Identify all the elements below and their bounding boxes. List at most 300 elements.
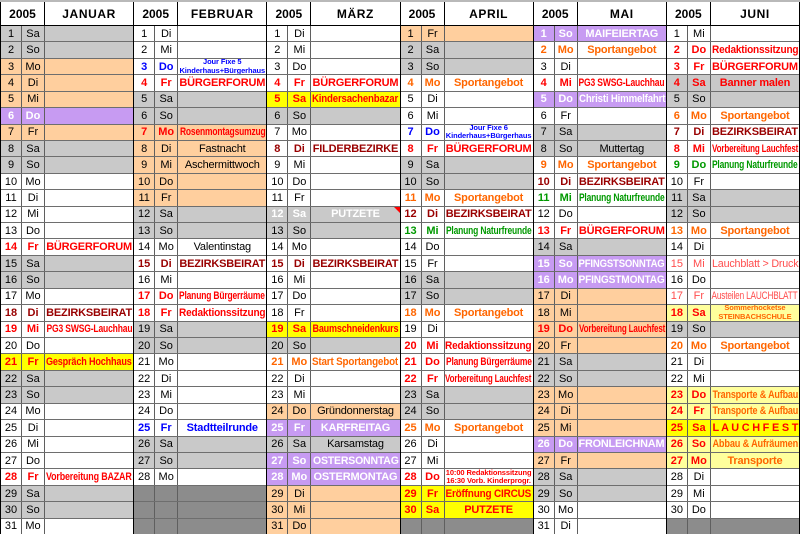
day-number-cell[interactable]: 13 — [134, 223, 155, 238]
weekday-cell[interactable]: Do — [422, 469, 445, 484]
day-number-cell[interactable]: 2 — [267, 42, 288, 57]
weekday-cell[interactable]: Sa — [155, 322, 178, 337]
event-cell[interactable] — [445, 486, 533, 501]
weekday-cell[interactable]: Do — [688, 42, 711, 57]
weekday-cell[interactable]: Mi — [688, 256, 711, 271]
day-number-cell[interactable]: 25 — [267, 420, 288, 435]
event-cell[interactable] — [711, 42, 799, 57]
weekday-cell[interactable]: Fr — [422, 256, 445, 271]
event-cell[interactable] — [445, 141, 533, 156]
weekday-cell[interactable]: Di — [22, 75, 45, 90]
event-cell[interactable] — [178, 486, 266, 501]
event-cell[interactable] — [45, 125, 133, 140]
event-cell[interactable] — [578, 42, 666, 57]
day-number-cell[interactable]: 11 — [1, 190, 22, 205]
day-number-cell[interactable]: 17 — [667, 289, 688, 304]
event-cell[interactable] — [311, 75, 399, 90]
day-number-cell[interactable]: 30 — [267, 502, 288, 517]
day-number-cell[interactable]: 13 — [401, 223, 422, 238]
weekday-cell[interactable]: Fr — [555, 108, 578, 123]
weekday-cell[interactable]: Fr — [22, 354, 45, 369]
event-cell[interactable] — [711, 92, 799, 107]
day-number-cell[interactable]: 26 — [667, 437, 688, 452]
event-cell[interactable] — [178, 354, 266, 369]
event-cell[interactable] — [178, 502, 266, 517]
weekday-cell[interactable]: Di — [155, 256, 178, 271]
day-number-cell[interactable] — [401, 519, 422, 534]
day-number-cell[interactable]: 24 — [534, 404, 555, 419]
event-cell[interactable] — [578, 437, 666, 452]
month-title[interactable]: MÄRZ — [336, 6, 374, 21]
day-number-cell[interactable]: 20 — [401, 338, 422, 353]
weekday-cell[interactable]: Mo — [22, 174, 45, 189]
event-cell[interactable] — [578, 239, 666, 254]
day-number-cell[interactable]: 17 — [534, 289, 555, 304]
day-number-cell[interactable]: 29 — [267, 486, 288, 501]
event-cell[interactable] — [311, 404, 399, 419]
weekday-cell[interactable]: Di — [22, 190, 45, 205]
weekday-cell[interactable]: So — [422, 59, 445, 74]
day-number-cell[interactable]: 15 — [667, 256, 688, 271]
day-number-cell[interactable]: 20 — [1, 338, 22, 353]
event-cell[interactable] — [45, 190, 133, 205]
weekday-cell[interactable]: Mi — [288, 502, 311, 517]
weekday-cell[interactable]: Sa — [422, 157, 445, 172]
event-cell[interactable] — [445, 223, 533, 238]
event-cell[interactable] — [178, 453, 266, 468]
weekday-cell[interactable]: Do — [155, 174, 178, 189]
event-cell[interactable] — [45, 420, 133, 435]
event-cell[interactable] — [578, 420, 666, 435]
event-cell[interactable] — [445, 371, 533, 386]
day-number-cell[interactable]: 22 — [134, 371, 155, 386]
weekday-cell[interactable]: So — [422, 404, 445, 419]
weekday-cell[interactable]: Fr — [22, 469, 45, 484]
weekday-cell[interactable]: Mo — [288, 125, 311, 140]
day-number-cell[interactable]: 23 — [534, 387, 555, 402]
weekday-cell[interactable]: So — [288, 223, 311, 238]
event-cell[interactable] — [711, 272, 799, 287]
event-cell[interactable] — [311, 322, 399, 337]
weekday-cell[interactable]: Mo — [555, 272, 578, 287]
event-cell[interactable] — [711, 239, 799, 254]
weekday-cell[interactable]: Do — [22, 223, 45, 238]
weekday-cell[interactable]: Di — [422, 92, 445, 107]
day-number-cell[interactable]: 30 — [1, 502, 22, 517]
weekday-cell[interactable]: So — [22, 272, 45, 287]
weekday-cell[interactable]: Mo — [288, 469, 311, 484]
weekday-cell[interactable]: Do — [288, 519, 311, 534]
event-cell[interactable] — [45, 305, 133, 320]
weekday-cell[interactable]: Fr — [688, 404, 711, 419]
event-cell[interactable] — [445, 59, 533, 74]
event-cell[interactable] — [711, 420, 799, 435]
day-number-cell[interactable]: 31 — [1, 519, 22, 534]
weekday-cell[interactable]: Fr — [555, 453, 578, 468]
day-number-cell[interactable]: 18 — [534, 305, 555, 320]
weekday-cell[interactable]: Sa — [555, 125, 578, 140]
weekday-cell[interactable]: Di — [155, 141, 178, 156]
weekday-cell[interactable]: So — [22, 502, 45, 517]
event-cell[interactable] — [711, 354, 799, 369]
day-number-cell[interactable]: 16 — [667, 272, 688, 287]
weekday-cell[interactable]: Mo — [555, 387, 578, 402]
weekday-cell[interactable]: Fr — [288, 75, 311, 90]
day-number-cell[interactable]: 26 — [401, 437, 422, 452]
event-cell[interactable] — [178, 157, 266, 172]
day-number-cell[interactable]: 15 — [267, 256, 288, 271]
day-number-cell[interactable] — [134, 486, 155, 501]
weekday-cell[interactable]: Mi — [22, 207, 45, 222]
event-cell[interactable] — [445, 239, 533, 254]
weekday-cell[interactable]: Mi — [688, 371, 711, 386]
weekday-cell[interactable]: Mi — [422, 338, 445, 353]
day-number-cell[interactable]: 14 — [134, 239, 155, 254]
event-cell[interactable] — [711, 437, 799, 452]
day-number-cell[interactable]: 16 — [401, 272, 422, 287]
weekday-cell[interactable]: Di — [688, 354, 711, 369]
weekday-cell[interactable]: Fr — [422, 141, 445, 156]
weekday-cell[interactable]: Sa — [288, 92, 311, 107]
weekday-cell[interactable]: Mo — [22, 59, 45, 74]
event-cell[interactable] — [578, 75, 666, 90]
day-number-cell[interactable]: 4 — [667, 75, 688, 90]
weekday-cell[interactable]: Mo — [422, 420, 445, 435]
weekday-cell[interactable]: Mi — [155, 272, 178, 287]
weekday-cell[interactable]: Sa — [155, 437, 178, 452]
event-cell[interactable] — [178, 404, 266, 419]
event-cell[interactable] — [445, 502, 533, 517]
event-cell[interactable] — [445, 289, 533, 304]
event-cell[interactable] — [578, 519, 666, 534]
weekday-cell[interactable]: Mo — [688, 108, 711, 123]
event-cell[interactable] — [311, 338, 399, 353]
weekday-cell[interactable]: Sa — [688, 75, 711, 90]
weekday-cell[interactable]: Di — [688, 239, 711, 254]
event-cell[interactable] — [711, 305, 799, 320]
day-number-cell[interactable]: 31 — [267, 519, 288, 534]
event-cell[interactable] — [445, 387, 533, 402]
weekday-cell[interactable]: Do — [288, 59, 311, 74]
day-number-cell[interactable]: 7 — [267, 125, 288, 140]
weekday-cell[interactable]: Mo — [22, 289, 45, 304]
weekday-cell[interactable]: So — [688, 437, 711, 452]
weekday-cell[interactable]: Fr — [422, 371, 445, 386]
day-number-cell[interactable]: 9 — [1, 157, 22, 172]
day-number-cell[interactable]: 19 — [134, 322, 155, 337]
day-number-cell[interactable]: 9 — [267, 157, 288, 172]
day-number-cell[interactable]: 15 — [401, 256, 422, 271]
weekday-cell[interactable]: Mo — [422, 75, 445, 90]
day-number-cell[interactable]: 22 — [401, 371, 422, 386]
weekday-cell[interactable]: Mi — [688, 486, 711, 501]
event-cell[interactable] — [578, 289, 666, 304]
weekday-cell[interactable]: Fr — [688, 174, 711, 189]
event-cell[interactable] — [445, 519, 533, 534]
day-number-cell[interactable]: 14 — [534, 239, 555, 254]
day-number-cell[interactable]: 27 — [1, 453, 22, 468]
weekday-cell[interactable] — [155, 486, 178, 501]
event-cell[interactable] — [578, 92, 666, 107]
day-number-cell[interactable]: 1 — [134, 26, 155, 41]
weekday-cell[interactable]: So — [22, 387, 45, 402]
event-cell[interactable] — [578, 125, 666, 140]
month-title[interactable]: JUNI — [740, 6, 770, 21]
day-number-cell[interactable]: 14 — [401, 239, 422, 254]
event-cell[interactable] — [445, 404, 533, 419]
event-cell[interactable] — [711, 125, 799, 140]
event-cell[interactable] — [311, 486, 399, 501]
day-number-cell[interactable]: 27 — [401, 453, 422, 468]
day-number-cell[interactable]: 20 — [134, 338, 155, 353]
day-number-cell[interactable]: 10 — [1, 174, 22, 189]
month-title[interactable]: FEBRUAR — [190, 6, 254, 21]
event-cell[interactable] — [311, 256, 399, 271]
weekday-cell[interactable]: Mi — [155, 157, 178, 172]
day-number-cell[interactable]: 3 — [401, 59, 422, 74]
event-cell[interactable] — [711, 75, 799, 90]
event-cell[interactable] — [445, 157, 533, 172]
day-number-cell[interactable]: 6 — [1, 108, 22, 123]
weekday-cell[interactable]: Sa — [422, 272, 445, 287]
day-number-cell[interactable]: 20 — [534, 338, 555, 353]
weekday-cell[interactable]: So — [688, 322, 711, 337]
day-number-cell[interactable]: 1 — [267, 26, 288, 41]
weekday-cell[interactable]: So — [22, 157, 45, 172]
event-cell[interactable] — [578, 502, 666, 517]
weekday-cell[interactable]: Mo — [155, 354, 178, 369]
day-number-cell[interactable]: 13 — [667, 223, 688, 238]
event-cell[interactable] — [45, 486, 133, 501]
day-number-cell[interactable]: 5 — [267, 92, 288, 107]
weekday-cell[interactable]: Fr — [288, 190, 311, 205]
event-cell[interactable] — [311, 207, 399, 222]
day-number-cell[interactable]: 8 — [1, 141, 22, 156]
event-cell[interactable] — [445, 305, 533, 320]
day-number-cell[interactable]: 23 — [267, 387, 288, 402]
weekday-cell[interactable]: Mo — [688, 453, 711, 468]
weekday-cell[interactable]: Di — [288, 141, 311, 156]
day-number-cell[interactable]: 13 — [1, 223, 22, 238]
weekday-cell[interactable]: Sa — [22, 371, 45, 386]
day-number-cell[interactable] — [134, 519, 155, 534]
weekday-cell[interactable]: Do — [422, 354, 445, 369]
weekday-cell[interactable]: So — [288, 453, 311, 468]
weekday-cell[interactable]: Mo — [422, 190, 445, 205]
day-number-cell[interactable]: 12 — [667, 207, 688, 222]
day-number-cell[interactable]: 10 — [134, 174, 155, 189]
event-cell[interactable] — [445, 272, 533, 287]
weekday-cell[interactable]: So — [155, 338, 178, 353]
weekday-cell[interactable]: Do — [555, 92, 578, 107]
day-number-cell[interactable]: 28 — [1, 469, 22, 484]
weekday-cell[interactable]: Do — [688, 387, 711, 402]
weekday-cell[interactable]: Mi — [555, 75, 578, 90]
year-header[interactable]: 2005 — [534, 2, 578, 25]
weekday-cell[interactable]: Fr — [288, 305, 311, 320]
year-header[interactable]: 2005 — [134, 2, 178, 25]
day-number-cell[interactable]: 30 — [401, 502, 422, 517]
weekday-cell[interactable]: Do — [22, 453, 45, 468]
weekday-cell[interactable]: Mi — [422, 108, 445, 123]
event-cell[interactable] — [311, 305, 399, 320]
weekday-cell[interactable]: Mo — [555, 157, 578, 172]
weekday-cell[interactable]: Di — [555, 289, 578, 304]
event-cell[interactable] — [578, 354, 666, 369]
day-number-cell[interactable] — [134, 502, 155, 517]
weekday-cell[interactable]: Fr — [155, 305, 178, 320]
day-number-cell[interactable]: 14 — [267, 239, 288, 254]
weekday-cell[interactable]: Do — [422, 239, 445, 254]
event-cell[interactable] — [311, 437, 399, 452]
weekday-cell[interactable]: Mi — [155, 387, 178, 402]
weekday-cell[interactable]: Mi — [22, 92, 45, 107]
day-number-cell[interactable]: 21 — [267, 354, 288, 369]
event-cell[interactable] — [711, 59, 799, 74]
day-number-cell[interactable]: 1 — [534, 26, 555, 41]
event-cell[interactable] — [45, 322, 133, 337]
day-number-cell[interactable]: 20 — [267, 338, 288, 353]
day-number-cell[interactable]: 3 — [534, 59, 555, 74]
weekday-cell[interactable]: Mo — [555, 42, 578, 57]
day-number-cell[interactable]: 22 — [1, 371, 22, 386]
weekday-cell[interactable]: Sa — [288, 207, 311, 222]
weekday-cell[interactable]: Do — [555, 207, 578, 222]
weekday-cell[interactable]: Di — [555, 174, 578, 189]
day-number-cell[interactable]: 14 — [667, 239, 688, 254]
day-number-cell[interactable]: 6 — [401, 108, 422, 123]
day-number-cell[interactable]: 29 — [1, 486, 22, 501]
weekday-cell[interactable]: Di — [555, 404, 578, 419]
event-cell[interactable] — [578, 322, 666, 337]
weekday-cell[interactable]: Do — [288, 174, 311, 189]
event-cell[interactable] — [711, 371, 799, 386]
weekday-cell[interactable]: Fr — [22, 239, 45, 254]
day-number-cell[interactable]: 22 — [267, 371, 288, 386]
event-cell[interactable] — [45, 75, 133, 90]
weekday-cell[interactable]: Sa — [422, 42, 445, 57]
event-cell[interactable] — [45, 404, 133, 419]
weekday-cell[interactable]: Mo — [155, 469, 178, 484]
day-number-cell[interactable]: 7 — [1, 125, 22, 140]
event-cell[interactable] — [311, 174, 399, 189]
event-cell[interactable] — [178, 371, 266, 386]
weekday-cell[interactable]: Di — [555, 59, 578, 74]
day-number-cell[interactable]: 5 — [667, 92, 688, 107]
day-number-cell[interactable]: 19 — [667, 322, 688, 337]
day-number-cell[interactable]: 14 — [1, 239, 22, 254]
event-cell[interactable] — [711, 157, 799, 172]
event-cell[interactable] — [178, 108, 266, 123]
month-title[interactable]: JANUAR — [62, 6, 116, 21]
day-number-cell[interactable]: 18 — [267, 305, 288, 320]
day-number-cell[interactable]: 17 — [1, 289, 22, 304]
weekday-cell[interactable]: Sa — [22, 26, 45, 41]
day-number-cell[interactable]: 24 — [134, 404, 155, 419]
event-cell[interactable] — [311, 190, 399, 205]
weekday-cell[interactable]: Di — [288, 26, 311, 41]
day-number-cell[interactable]: 21 — [1, 354, 22, 369]
event-cell[interactable] — [45, 92, 133, 107]
day-number-cell[interactable]: 9 — [534, 157, 555, 172]
day-number-cell[interactable]: 25 — [1, 420, 22, 435]
day-number-cell[interactable]: 9 — [134, 157, 155, 172]
event-cell[interactable] — [45, 256, 133, 271]
day-number-cell[interactable]: 12 — [534, 207, 555, 222]
day-number-cell[interactable]: 19 — [1, 322, 22, 337]
day-number-cell[interactable]: 20 — [667, 338, 688, 353]
event-cell[interactable] — [178, 92, 266, 107]
event-cell[interactable] — [578, 256, 666, 271]
event-cell[interactable] — [445, 453, 533, 468]
event-cell[interactable] — [45, 223, 133, 238]
event-cell[interactable] — [178, 190, 266, 205]
day-number-cell[interactable]: 3 — [267, 59, 288, 74]
day-number-cell[interactable]: 13 — [534, 223, 555, 238]
day-number-cell[interactable]: 10 — [267, 174, 288, 189]
weekday-cell[interactable]: Sa — [555, 469, 578, 484]
event-cell[interactable] — [45, 469, 133, 484]
event-cell[interactable] — [311, 420, 399, 435]
weekday-cell[interactable]: Do — [155, 404, 178, 419]
day-number-cell[interactable]: 11 — [134, 190, 155, 205]
day-number-cell[interactable]: 16 — [134, 272, 155, 287]
day-number-cell[interactable]: 27 — [667, 453, 688, 468]
weekday-cell[interactable]: Mo — [422, 305, 445, 320]
day-number-cell[interactable]: 1 — [1, 26, 22, 41]
event-cell[interactable] — [45, 174, 133, 189]
day-number-cell[interactable]: 18 — [1, 305, 22, 320]
day-number-cell[interactable]: 30 — [667, 502, 688, 517]
weekday-cell[interactable]: Do — [22, 108, 45, 123]
event-cell[interactable] — [445, 338, 533, 353]
event-cell[interactable] — [178, 420, 266, 435]
weekday-cell[interactable]: Di — [422, 322, 445, 337]
event-cell[interactable] — [445, 437, 533, 452]
day-number-cell[interactable]: 18 — [667, 305, 688, 320]
day-number-cell[interactable]: 17 — [134, 289, 155, 304]
day-number-cell[interactable]: 6 — [534, 108, 555, 123]
event-cell[interactable] — [711, 453, 799, 468]
day-number-cell[interactable]: 25 — [534, 420, 555, 435]
event-cell[interactable] — [445, 42, 533, 57]
event-cell[interactable] — [445, 322, 533, 337]
event-cell[interactable] — [311, 59, 399, 74]
event-cell[interactable] — [578, 387, 666, 402]
weekday-cell[interactable]: Di — [22, 420, 45, 435]
event-cell[interactable] — [711, 190, 799, 205]
event-cell[interactable] — [711, 174, 799, 189]
day-number-cell[interactable]: 13 — [267, 223, 288, 238]
day-number-cell[interactable]: 31 — [534, 519, 555, 534]
weekday-cell[interactable]: Sa — [555, 239, 578, 254]
day-number-cell[interactable]: 8 — [267, 141, 288, 156]
event-cell[interactable] — [578, 305, 666, 320]
event-cell[interactable] — [45, 207, 133, 222]
day-number-cell[interactable]: 21 — [401, 354, 422, 369]
event-cell[interactable] — [578, 59, 666, 74]
event-cell[interactable] — [45, 437, 133, 452]
day-number-cell[interactable]: 11 — [667, 190, 688, 205]
day-number-cell[interactable]: 7 — [534, 125, 555, 140]
event-cell[interactable] — [178, 322, 266, 337]
weekday-cell[interactable] — [688, 519, 711, 534]
day-number-cell[interactable]: 4 — [1, 75, 22, 90]
weekday-cell[interactable] — [155, 502, 178, 517]
weekday-cell[interactable]: Mi — [22, 322, 45, 337]
weekday-cell[interactable]: Mi — [155, 42, 178, 57]
day-number-cell[interactable]: 19 — [267, 322, 288, 337]
